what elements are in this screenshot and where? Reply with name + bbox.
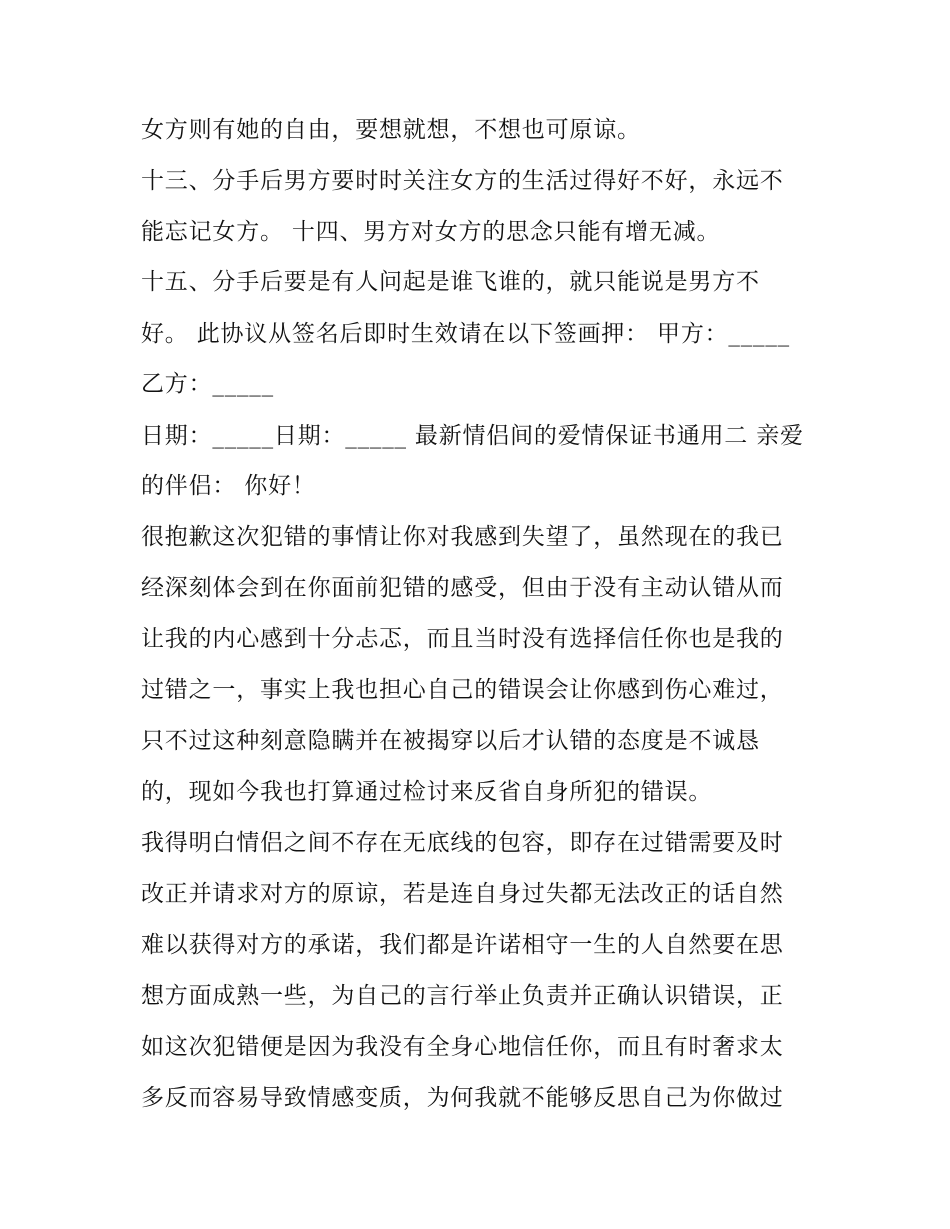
text-line: 改正并请求对方的原谅，若是连自身过失都无法改正的话自然 — [141, 881, 784, 907]
text-line: 十三、分手后男方要时时关注女方的生活过得好不好，永远不 — [141, 168, 784, 194]
text-line: 难以获得对方的承诺，我们都是许诺相守一生的人自然要在思 — [141, 932, 784, 958]
text-line: 多反而容易导致情感变质，为何我就不能够反思自己为你做过 — [141, 1085, 784, 1111]
text-line: 我得明白情侣之间不存在无底线的包容，即存在过错需要及时 — [141, 830, 784, 856]
text-line: 十五、分手后要是有人问起是谁飞谁的，就只能说是男方不 — [141, 269, 760, 295]
text-line: 让我的内心感到十分忐忑，而且当时没有选择信任你也是我的 — [141, 626, 784, 652]
text-line: 好。 此协议从签名后即时生效请在以下签画押： 甲方：_____ — [141, 321, 790, 347]
text-line: 能忘记女方。 十四、男方对女方的思念只能有增无减。 — [141, 219, 721, 245]
text-line: 经深刻体会到在你面前犯错的感受，但由于没有主动认错从而 — [141, 575, 784, 601]
text-line: 只不过这种刻意隐瞒并在被揭穿以后才认错的态度是不诚恳 — [141, 728, 760, 754]
text-line: 女方则有她的自由，要想就想，不想也可原谅。 — [141, 117, 641, 143]
text-line: 很抱歉这次犯错的事情让你对我感到失望了，虽然现在的我已 — [141, 524, 784, 550]
text-line: 过错之一，事实上我也担心自己的错误会让你感到伤心难过， — [141, 677, 784, 703]
text-line: 的伴侣： 你好！ — [141, 473, 316, 499]
text-line: 如这次犯错便是因为我没有全身心地信任你，而且有时奢求太 — [141, 1034, 784, 1060]
text-line: 的，现如今我也打算通过检讨来反省自身所犯的错误。 — [141, 779, 713, 805]
text-line: 乙方：_____ — [141, 371, 274, 397]
text-line: 日期：_____日期：_____ 最新情侣间的爱情保证书通用二 亲爱 — [141, 423, 804, 449]
text-line: 想方面成熟一些，为自己的言行举止负责并正确认识错误，正 — [141, 983, 784, 1009]
